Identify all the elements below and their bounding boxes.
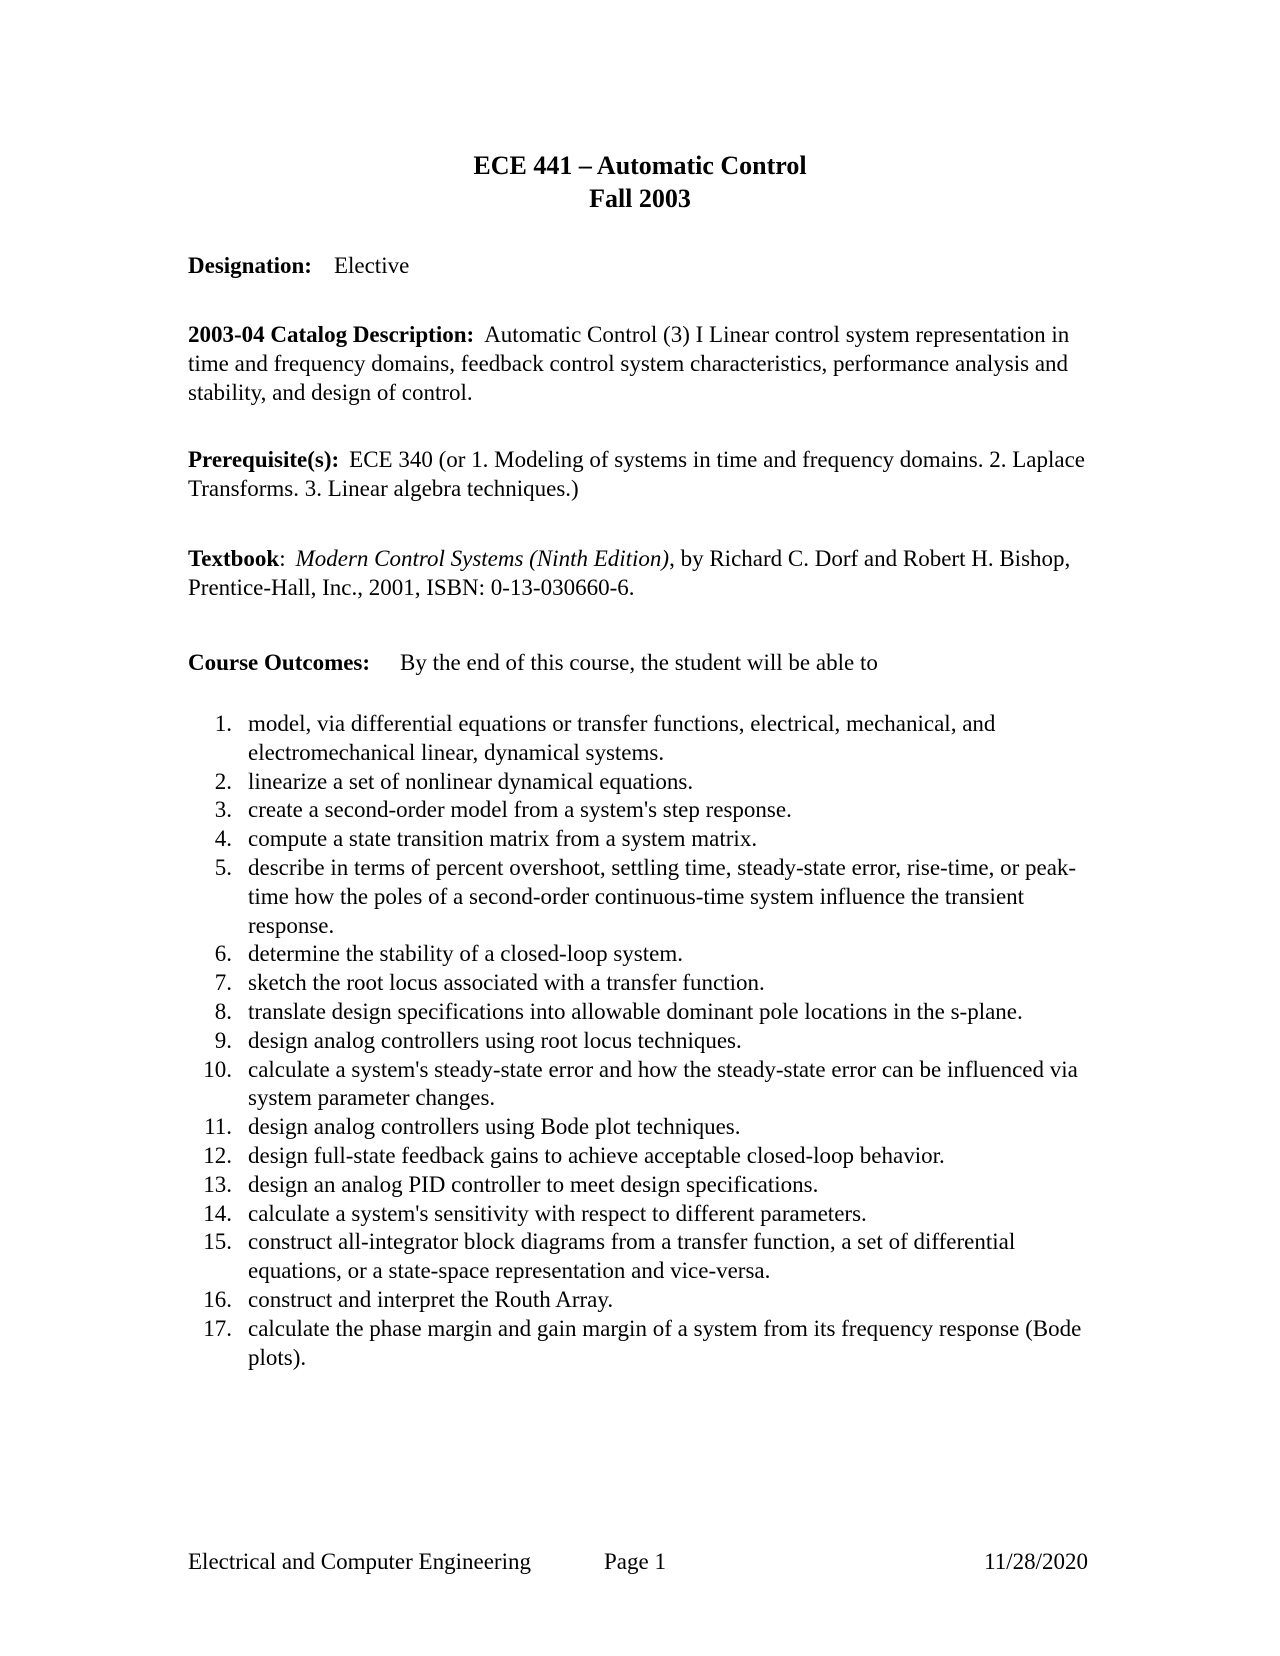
- outcome-item: [188, 710, 1098, 768]
- outcome-item: [188, 1228, 1098, 1286]
- outcome-item: [188, 1113, 1098, 1142]
- outcomes-list: [188, 710, 1098, 1372]
- outcome-number: 11.: [204, 1114, 232, 1140]
- prerequisites-label: Prerequisite(s):: [188, 447, 340, 472]
- outcome-item: [188, 796, 1098, 825]
- outcomes-label: Course Outcomes:: [188, 650, 371, 675]
- textbook-title: Modern Control Systems (Ninth Edition): [295, 546, 670, 571]
- outcome-text: model, via differential equations or transfer functions, electrical, mechanical, and electromechanical linear, dynamical systems.: [248, 711, 996, 765]
- outcome-text: calculate a system's steady-state error and how the steady-state error can be influenced via system parameter changes.: [248, 1056, 1078, 1111]
- outcome-item: [188, 825, 1098, 854]
- outcome-number: 1.: [214, 711, 232, 736]
- outcome-item: [188, 854, 1098, 940]
- outcome-text: design analog controllers using root locus techniques.: [248, 1027, 742, 1053]
- designation-section: [188, 251, 1098, 280]
- outcome-text: describe in terms of percent overshoot, settling time, steady-state error, rise-time, or peak-time how the poles of a second-order continuous-time system influence the transient response.: [248, 854, 1077, 938]
- outcome-text: construct and interpret the Routh Array.: [248, 1286, 614, 1312]
- outcome-item: [188, 1056, 1098, 1114]
- outcome-text: design analog controllers using Bode plot techniques.: [248, 1114, 741, 1140]
- outcomes-header: [188, 648, 1098, 677]
- outcome-text: calculate a system's sensitivity with respect to different parameters.: [248, 1200, 867, 1226]
- footer-date: 11/28/2020: [984, 1549, 1088, 1574]
- outcome-text: translate design specifications into allowable dominant pole locations in the s-plane.: [248, 998, 1023, 1024]
- outcome-number: 7.: [214, 970, 232, 996]
- outcome-number: 3.: [214, 797, 232, 823]
- designation-label: Designation:: [188, 253, 312, 278]
- document-title: [0, 149, 1280, 215]
- outcome-text: design full-state feedback gains to achieve acceptable closed-loop behavior.: [248, 1142, 945, 1168]
- outcome-number: 4.: [214, 826, 232, 852]
- outcome-number: 12.: [203, 1142, 232, 1168]
- prerequisites-text: ECE 340 (or 1. Modeling of systems in time and frequency domains. 2. Laplace Transforms. 3. Linear algebra techniques.): [188, 447, 1086, 501]
- outcome-text: construct all-integrator block diagrams from a transfer function, a set of differential equations, or a state-space representation and vice-versa.: [248, 1229, 1016, 1284]
- outcome-text: compute a state transition matrix from a system matrix.: [248, 826, 758, 852]
- textbook-colon: :: [279, 546, 286, 571]
- outcome-text: linearize a set of nonlinear dynamical equations.: [248, 768, 694, 794]
- outcome-text: design an analog PID controller to meet design specifications.: [248, 1171, 819, 1197]
- catalog-text: Automatic Control (3) I Linear control system representation in time and frequency domains, feedback control system characteristics, performance analysis and stability, and design of control.: [188, 322, 1070, 405]
- outcome-item: [188, 940, 1098, 969]
- textbook-label: Textbook: [188, 546, 280, 571]
- page-footer: [0, 1547, 1280, 1577]
- catalog-section: [188, 320, 1098, 407]
- outcome-number: 10.: [203, 1056, 232, 1082]
- designation-value: Elective: [333, 253, 410, 278]
- outcome-item: [188, 969, 1098, 998]
- outcome-text: calculate the phase margin and gain margin of a system from its frequency response (Bode plots).: [248, 1315, 1082, 1370]
- outcome-number: 9.: [214, 1027, 232, 1053]
- outcome-item: [188, 1315, 1098, 1373]
- outcome-number: 5.: [214, 854, 232, 880]
- outcome-number: 17.: [203, 1315, 232, 1341]
- outcome-number: 16.: [203, 1286, 232, 1312]
- footer-page-number: Page 1: [604, 1549, 666, 1574]
- outcome-item: [188, 1171, 1098, 1200]
- outcome-item: [188, 768, 1098, 797]
- prerequisites-section: [188, 445, 1098, 503]
- footer-department: Electrical and Computer Engineering: [188, 1549, 531, 1574]
- textbook-section: [188, 544, 1098, 602]
- outcome-number: 14.: [203, 1200, 232, 1226]
- semester: Fall 2003: [589, 184, 691, 213]
- outcome-item: [188, 1286, 1098, 1315]
- outcome-item: [188, 1142, 1098, 1171]
- outcome-item: [188, 998, 1098, 1027]
- outcome-item: [188, 1200, 1098, 1229]
- outcome-number: 6.: [214, 941, 232, 967]
- outcome-number: 15.: [203, 1229, 232, 1255]
- outcome-text: determine the stability of a closed-loop system.: [248, 941, 683, 967]
- outcome-item: [188, 1027, 1098, 1056]
- outcome-number: 13.: [203, 1171, 232, 1197]
- outcome-text: sketch the root locus associated with a transfer function.: [248, 970, 765, 996]
- outcome-number: 2.: [214, 768, 232, 794]
- outcome-text: create a second-order model from a system's step response.: [248, 797, 792, 823]
- textbook-details: , by Richard C. Dorf and Robert H. Bishop, Prentice-Hall, Inc., 2001, ISBN: 0-13-030660-6.: [188, 546, 1071, 600]
- catalog-label: 2003-04 Catalog Description:: [188, 322, 475, 347]
- outcome-number: 8.: [214, 998, 232, 1024]
- outcomes-intro: By the end of this course, the student will be able to: [400, 650, 878, 675]
- course-title: ECE 441 – Automatic Control: [473, 151, 807, 180]
